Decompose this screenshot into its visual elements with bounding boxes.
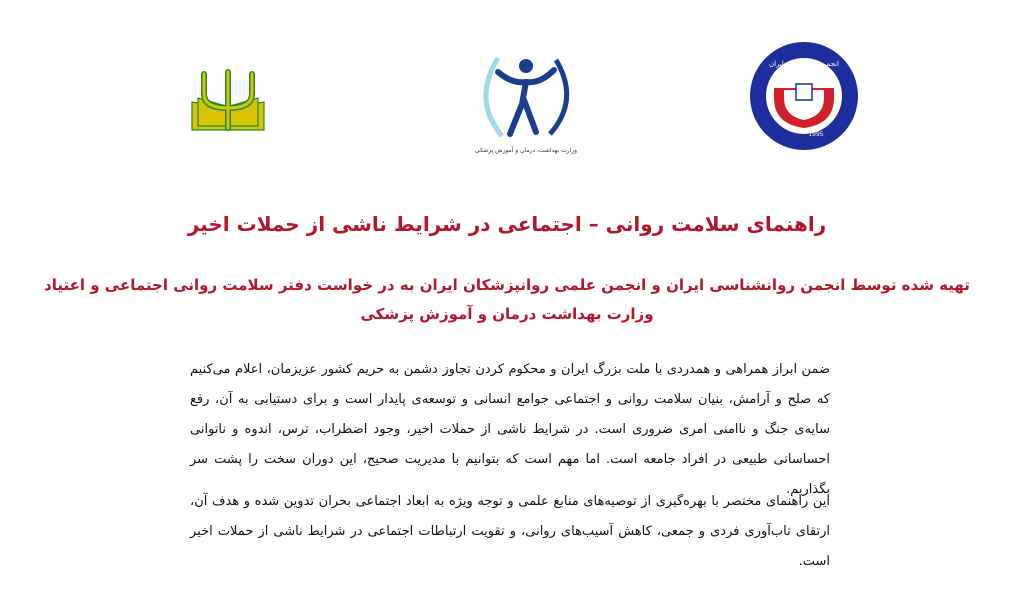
document-title: راهنمای سلامت روانی – اجتماعی در شرایط ناشی از حملات اخیر	[187, 212, 827, 236]
purpose-paragraph: این راهنمای مختصر با بهره‌گیری از توصیه‌های منابع علمی و توجه ویژه به ابعاد اجتماعی بحران تدوین شده و هدف آن، ارتقای تاب‌آوری فردی و جمعی، کاهش آسیب‌های روانی، و تقویت ارتباطات اجتماعی در شرایط ناشی از حملات اخیر است.	[190, 494, 830, 569]
psi-books-logo	[188, 68, 268, 134]
seal-persian-text: انجمن روانشناسی ایران	[769, 60, 839, 68]
subtitle-line-1: تهیه شده توسط انجمن روانشناسی ایران و انجمن علمی روانپزشکان ایران به در خواست دفتر سلامت روانی اجتماعی و اعتیاد	[44, 276, 970, 294]
seal-year: 1995	[808, 131, 824, 138]
ministry-figure-logo	[470, 40, 582, 170]
intro-paragraph: ضمن ابراز همراهی و همدردی با ملت بزرگ ایران و محکوم کردن تجاوز دشمن به حریم کشور عزیزمان، اعلام می‌کنیم که صلح و آرامش، بنیان سلامت روانی و اجتماعی جوامع انسانی و توسعه‌ی پایدار است و برای دستیابی به آن، رفع سایه‌ی جنگ و ناامنی امری ضروری است. در شرایط ناشی از حملات اخیر، وجود اضطراب، ترس، اندوه و ناتوانی احساساتی طبیعی در افراد جامعه است. اما مهم است که بتوانیم با مدیریت صحیح، این دوران سخت را پشت سر بگذاریم.	[190, 362, 830, 497]
logo-bar	[0, 0, 1014, 190]
subtitle-line-2: وزارت بهداشت درمان و آموزش پزشکی	[360, 305, 654, 323]
iranian-psychological-association-seal	[748, 40, 860, 152]
middle-logo-caption: وزارت بهداشت، درمان و آموزش پزشکی	[474, 147, 578, 154]
